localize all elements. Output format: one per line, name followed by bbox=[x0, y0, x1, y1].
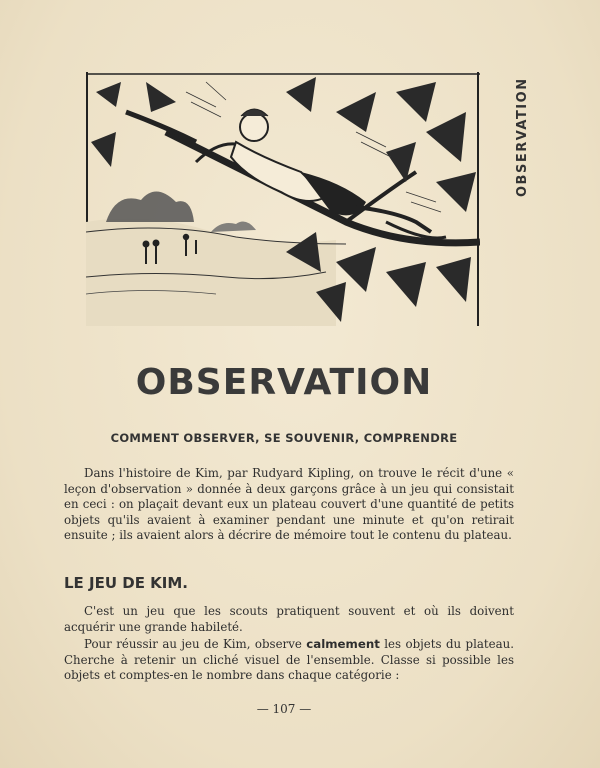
paragraph-method-start: Pour réussir au jeu de Kim, observe bbox=[84, 637, 307, 651]
page-number: — 107 — bbox=[256, 702, 312, 716]
section-heading: LE JEU DE KIM. bbox=[64, 574, 189, 592]
paragraph-method bbox=[64, 637, 514, 684]
side-section-label: OBSERVATION bbox=[515, 77, 530, 197]
paragraph-method-end: les objets du plateau. Cherche à retenir un cliché visuel de l'ensemble. Classe si possible les objets et comptes-en le nombre dans chaque catégorie : bbox=[64, 637, 514, 683]
page-title: OBSERVATION bbox=[135, 362, 433, 403]
paragraph-scouts: C'est un jeu que les scouts pratiquent souvent et où ils doivent acquérir une grande habileté. bbox=[64, 604, 514, 634]
boy-climbing-tree-illustration bbox=[86, 72, 480, 326]
emphasis-calmement: calmement bbox=[306, 637, 380, 651]
intro-paragraph: Dans l'histoire de Kim, par Rudyard Kipling, on trouve le récit d'une « leçon d'observation » donnée à deux garçons grâce à un jeu qui consistait en ceci : on plaçait devant eux un plateau couvert d'une quantité de petits objets qu'ils avaient à examiner pendant une minute et qu'on retirait ensuite ; ils avaient alors à décrire de mémoire tout le contenu du plateau. bbox=[64, 466, 514, 543]
page-subtitle: COMMENT OBSERVER, SE SOUVENIR, COMPRENDRE bbox=[110, 431, 458, 445]
